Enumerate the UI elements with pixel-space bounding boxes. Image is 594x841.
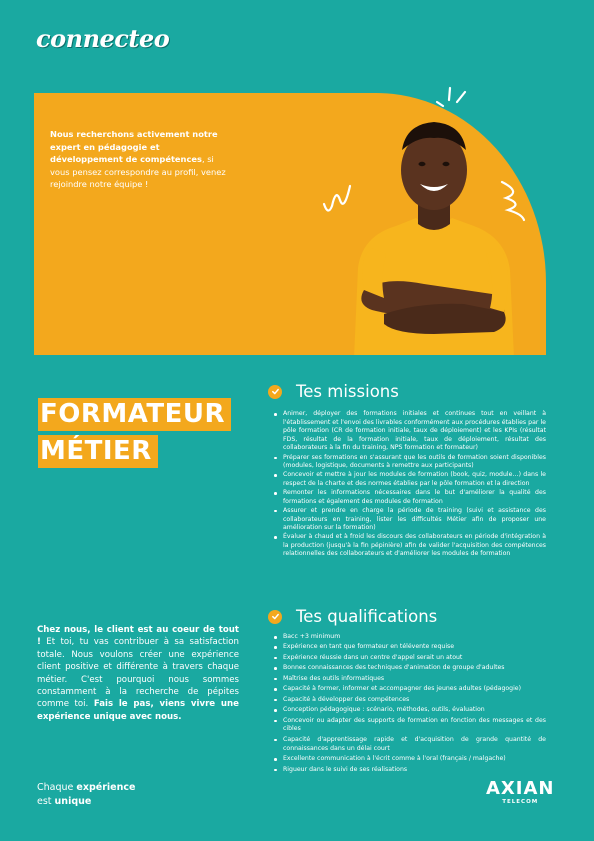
list-item: Expérience réussie dans un centre d'appel serait un atout [272, 654, 546, 663]
qualifications-list [272, 633, 546, 776]
axian-logo-sub: TELECOM [502, 799, 539, 805]
axian-telecom-logo [486, 779, 555, 805]
tagline-part2: est [37, 796, 55, 807]
client-bold-cta: Fais le pas, viens vivre une expérience unique avec nous. [37, 699, 239, 722]
check-circle-icon [268, 385, 282, 399]
list-item: Animer, déployer des formations initiales et continues tout en veillant à l'établissement et l'envoi des livrables conformément aux procédures établies par le pôle formation (CR de formation initiale, taux de déploiement) et les KPIs (résultat FDS, résultat de la formation initiale, taux de déploiement, résultat des collaborateurs à la fin du training, NPS formation et formateur) [272, 410, 546, 453]
squiggle-right-doodle-icon [496, 178, 530, 222]
list-item: Remonter les informations nécessaires dans le but d'améliorer la qualité des formations et également des modules de formation [272, 489, 546, 506]
squiggle-left-doodle-icon [320, 182, 354, 220]
list-item: Assurer et prendre en charge la période de training (suivi et assistance des collaborateurs en training, lister les difficultés Métier afin de proposer une amélioration sur la formation) [272, 507, 546, 533]
job-title-line1: FORMATEUR [38, 398, 231, 431]
list-item: Excellente communication à l'écrit comme à l'oral (français / malgache) [272, 755, 546, 764]
sparkle-doodle-icon [433, 84, 469, 110]
tagline-bold2: unique [54, 796, 92, 807]
list-item: Conception pédagogique : scénario, méthodes, outils, évaluation [272, 706, 546, 715]
tagline-bold1: expérience [76, 782, 136, 793]
list-item: Concevoir ou adapter des supports de formation en fonction des messages et des cibles [272, 717, 546, 734]
qualifications-title: Tes qualifications [296, 607, 438, 626]
hero-intro [50, 128, 230, 191]
list-item: Maîtrise des outils informatiques [272, 675, 546, 684]
tagline-part1: Chaque [37, 782, 77, 793]
axian-logo-word: AXIAN [486, 778, 555, 799]
list-item: Évaluer à chaud et à froid les discours des collaborateurs en période d'intégration à la production (jusqu'à la fin pépinière) afin de valider l'acquisition des compétences relationnelles des collaborateurs et d'améliorer les modules de formation [272, 533, 546, 559]
list-item: Préparer ses formations en s'assurant que les outils de formation soient disponibles (modules, logistique, documents à remettre aux participants) [272, 454, 546, 471]
list-item: Concevoir et mettre à jour les modules de formation (book, quiz, module…) dans le respect de la charte et des normes établies par le pôle formation et la direction [272, 471, 546, 488]
list-item: Capacité à développer des compétences [272, 696, 546, 705]
job-title-line2: MÉTIER [38, 435, 158, 468]
qualifications-heading [268, 607, 437, 626]
list-item: Capacité à former, informer et accompagner des jeunes adultes (pédagogie) [272, 685, 546, 694]
list-item: Capacité d'apprentissage rapide et d'acquisition de grande quantité de connaissances dans un délai court [272, 736, 546, 753]
hero-banner [34, 93, 546, 355]
client-body: Et toi, tu vas contribuer à sa satisfaction totale. Nous voulons créer une expérience client positive et différente à travers chaque métier. C'est pourquoi nous sommes constamment à la recherche de pépites comme toi. [37, 637, 239, 710]
client-bold-lead: Chez nous, le client est au coeur de tout ! [37, 625, 239, 648]
list-item: Bacc +3 minimum [272, 633, 546, 642]
tagline [37, 781, 135, 809]
list-item: Bonnes connaissances des techniques d'animation de groupe d'adultes [272, 664, 546, 673]
client-paragraph [37, 624, 239, 723]
missions-heading [268, 382, 399, 401]
check-circle-icon [268, 610, 282, 624]
smiling-man-photo [324, 108, 534, 355]
hero-intro-bold: Nous recherchons activement notre expert en pédagogie et développement de compétences [50, 129, 218, 165]
missions-list [272, 410, 546, 560]
missions-title: Tes missions [296, 382, 399, 401]
hero-intro-rest: , si vous pensez correspondre au profil, venez rejoindre notre équipe ! [50, 154, 226, 190]
connecteo-logo: connecteo [36, 24, 170, 53]
list-item: Rigueur dans le suivi de ses réalisations [272, 766, 546, 775]
list-item: Expérience en tant que formateur en télévente requise [272, 643, 546, 652]
